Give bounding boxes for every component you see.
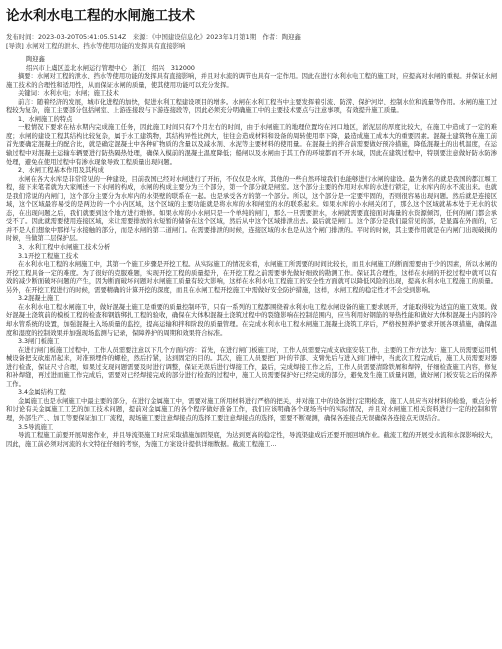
paragraph: 导流工程施工前要开展周密作业，并且导流渠施工时应采取措施加固渠底，为达到更高的稳定性，导流渠建成后还要开展回填作业。截流工程的开展受水流和水深影响较大，因此，施工前必须对河流的水文特征仔细的考察，为施工方案设计提供详细数据。截流工程施工... <box>6 432 497 448</box>
section-heading: 3.3闸门板施工 <box>18 338 60 346</box>
section-heading: 1、水闸施工的特点 <box>18 115 73 123</box>
author-line: 陶迎鑫 <box>26 56 45 63</box>
paragraph: 一般情况下要求在枯水期内完成施工任务，因此施工时间只有7个月左右的时间，由于水闸施工的地理位置均在河口地区，淤泥层的厚度比较大，在施工中造成了一定的难度；水闸的建设工程其结构比较复杂，属于水工建筑物，其结构异性比例大，往往会造成材料和设备的周转使用率下降，最造成施工成本大的重要因素。混凝土建筑物在施工前首先要确定混凝土的配合比，就是确定混凝土中各种矿物质的含量以及减水剂、水泥等主要材料的使用量。在混凝土的拌合前需要做好预冷措施，降低混凝土的出机温度，在运输过程中对混凝土运输车辆要进行防热隔热处理，确保入模前的混凝土温度降低；船闸以及水闸由于其工作的环境都而不开水域，因此在建筑过程中，特别要注意做好防水防渗处理，避免在使用过程中有渗水现象导致工程质量出现问题。 <box>6 124 497 166</box>
paragraph: 摘要：水闸对工程的泄水、挡水等使用功能的发挥具有直接影响，并且对水流的调节也具有一定作用。因此在进行水利水电工程的施工时，应提高对水闸的重视。并保证水闸施工技术的合理性和适用性，从而保证水闸的质量，使其使用功能可以充分发挥。 <box>6 73 497 89</box>
section-heading: 3.1开挖工程施工技术 <box>18 252 79 260</box>
paragraph: 在水利水电工程的水闸施工中，其第一个施工步骤是开挖工程。从实际施工的情况来看，水闸施工所需要的时间比较长，而且水闸施工的断面需要由于少的因素，所以水闸的开挖工程具备一定的难度。为了很好的克服难题，实现开挖工程的质量提升，在开挖工程之前需要事先做好细致的勘测工作。保证其合理性，这样在水闸的开挖过程中就可以有效的减少断面破坏问题的产生，因为断面破坏问题对水闸施工质量有较大影响，这样在水利水电工程施工的安全性方面就可以降低风险的出现，提高水利水电工程施工的质量。另外，在开挖工程进行的时候，需要精确的计算开挖的深度，而且在水闸工程开挖施工中需做好安全防护措施，这样，水闸工程的稳定性才不会受到影响。 <box>6 261 497 294</box>
section-heading: 3、水利工程中水闸施工技术分析 <box>18 244 111 252</box>
section-heading: 2、水闸工程基本作用及其构成 <box>18 167 104 175</box>
paragraph: 水闸在各大水库是非常常见的一种建设，目前我国已经对水闸进行了开拓，不仅仅是水库，其他的一些自然环境我们也能够进行水闸的建设。最为著名的就是我国的都江堰工程，接下来笔者就为大家阐述一下水闸的构成，水闸的构成主要分为三个部分，第一个部分就是闸室。这个部分主要的作用对水库的水进行锁定，让水库内的水不流出来。也就是我们常说的内闸门，这个部分主要分为水库内的水渠壁的联系在一起。也是承受各方的第一个部分。所以，这个部分是一定要牢固的，否则很容易出现问题。然后就是连接区域，这个区域最容易受的是两边的一个小内区域，这个区域的主要功能就是将水库的水和闸室的水的联系起来。如果水库的小水闸关闭了，那么这个区域就基本处于无水的状态，在出现问题之后，我们就要到这个地方进行维修。如果水库的小水闸只是一个单纯的闸门，那么一旦需要泄水，水闸就需要直接面对海量的水资源倾泻，任何的闸门都会承受不了。因此就需要使用连接区域，来让需要排放的水短暂的储备在这个区域，然后从中这个区域排泄出去。最后就是闸门。这个部分是我们最常见的部，是显露在外面的，它并不是人们想象中那样与水接触的部分，而是水闸的第二道闸门。在需要排泄的时候，连接区域的水也是从这个闸门排泄的。平时的时候，其主要作用就是在内闸门出现破损的时候，当做第二层保护层。 <box>6 175 497 243</box>
article-body <box>6 56 497 449</box>
publish-meta: 发布时间：2023-03-20T05:41:05.514Z 来源：《中国建设信息化》2023年1月第1期 作者：陶迎鑫 <box>6 33 301 41</box>
article-title: 论水利水电工程的水闸施工技术 <box>6 8 195 24</box>
paragraph: 前言：随着经济的发展，城市化进程的加快，促进水利工程建设项目的增多。水闸在水利工程当中主要发挥着引流、防涝、保护河岸、控制水位和流量等作用。水闸的施工过程较为复杂，施工主要部分包括闸室、上游连接段与下游连接段等，因此必须充分明确施工中的主要技术要点与注意事项，有效提升施工质量。 <box>6 98 497 115</box>
section-heading: 3.2混凝土施工 <box>18 295 60 303</box>
article-summary: [导读] 水闸对工程的泄水、挡水等使用功能的发挥具有直接影响 <box>6 42 186 50</box>
paragraph: 关键词：水利水电；水闸；施工技术 <box>18 90 119 98</box>
author-line: 绍兴市上虞区盖北水闸运行管理中心 浙江 绍兴 312000 <box>26 64 195 72</box>
paragraph: 在水利水电工程水闸施工中，做好混凝土施工是重要的质量控制环节，只有一系列的工程都围绕着水利水电工程水闸设备的施工要求展开，才能取得较为适宜的施工效果。做好混凝土浇筑前的模板工程的检查和钢筋绑扎工程的验收，确保在大体积混凝土浇筑过程中的裂缝影响在控制范围内，应当利用好钢筋的导热性能和做好大体积混凝土内部的冷却水管系统的设置，加强混凝土入场质量的监控，提高运输和拌和阶段的质量管理。在完成水利水电工程水闸施工混凝土浇筑工序后，严格按照养护要求开展各项措施，确保温度和湿度的控制效果并加强现场监测与记录，保障养护的周期和效果符合标准。 <box>6 303 497 337</box>
section-heading: 3.4金属结构工程 <box>18 389 66 397</box>
paragraph: 金属施工也是水闸施工中最主要的部分，在进行金属施工中，需要对施工所用材料进行严格的把关，并对施工中的设备进行定期检查，施工人员应当对材料的检验，重点分析和讨论有关金属施工工艺的加工技术问题，提前对金属施工的各个程序做好准备工作，我们应该明确各个现场当中的实际情况，并且对水闸施工相关资料进行一定的控制和管理，外部生产、、加工等要保证加工厂流程，现场施工要注意焊接点的选择工要注意焊接点的选择，需要不断观测，确保各连接点无误确保各连接点无误结合。 <box>6 397 497 422</box>
paragraph: 在进行闸门板施工过程中，工作人员需要注意以下几个方面内容：首先，在进行闸门板施工时，工作人员需要完成支砍座安装工作，主要的工作方法为：施工人员需要运用机械设备把支砍座吊起来，对准预埋件的螺栓，然后拧紧，达到固定的目的。其次，施工人员要把门叶的节部、支臂先后与进入到门槽中，当此次工程完成后，施工人员需要对器进行检查，保证尺寸合理，如果过支现问题需要及时进行调整，保证无误后进行焊接工作，最后，完成焊接工作之后，工作人员需要清除铁屑和焊锌，仔细检查施工内容，修复和补焊缝，再过进而施工作完成后，需要对已经焊接完成的部分进行检查的过程中，施工人员需要保护好已经完成的部分，避免发生施工质量问题，做好闸门板安装之后的保养工作。 <box>6 346 497 388</box>
section-heading: 3.5导流施工 <box>18 423 54 431</box>
